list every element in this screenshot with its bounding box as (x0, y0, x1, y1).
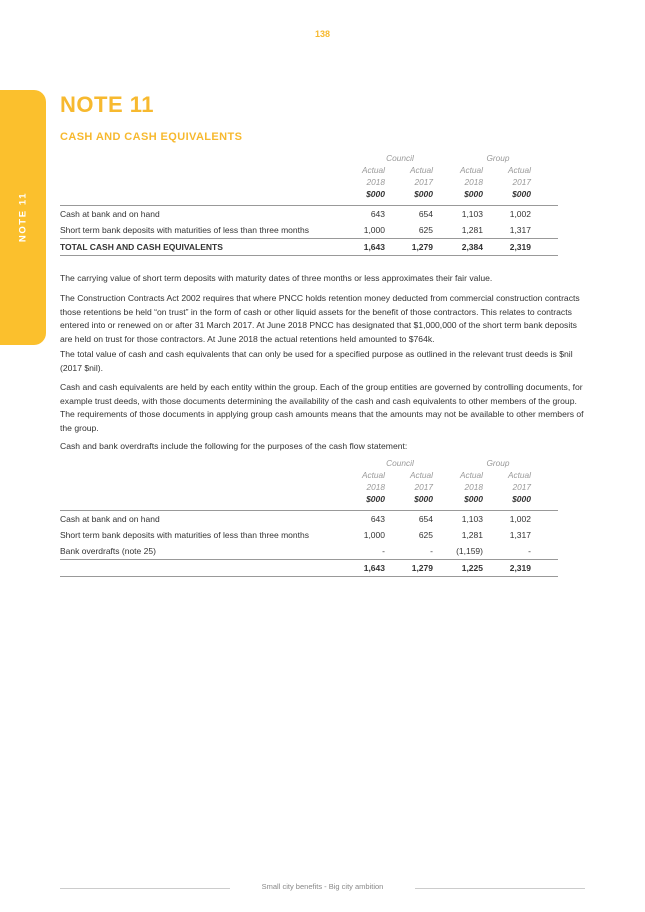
col-header-unit: $000 (464, 189, 483, 199)
col-header-actual: Actual (409, 165, 433, 175)
cell: - (430, 546, 433, 556)
footer-tagline: Small city benefits - Big city ambition (261, 882, 384, 891)
cash-table (60, 153, 585, 256)
col-header-year: 2017 (512, 177, 531, 187)
col-header-actual: Actual (459, 470, 483, 480)
cell: 643 (370, 514, 385, 524)
paragraph-fair-value: The carrying value of short term deposits with maturity dates of three months or less approximates their fair value. (60, 273, 493, 283)
table-row (60, 527, 585, 543)
cell: 1,000 (363, 530, 385, 540)
total-row (60, 239, 585, 255)
cell: 1,281 (461, 225, 483, 235)
section-subtitle: CASH AND CASH EQUIVALENTS (60, 131, 243, 143)
total-cell: 2,384 (461, 242, 483, 252)
col-header-unit: $000 (512, 494, 531, 504)
row-label: Short term bank deposits with maturities of less than three months (60, 225, 309, 235)
col-header-year: 2017 (512, 482, 531, 492)
total-row (60, 560, 585, 576)
total-cell: 1,643 (363, 563, 385, 573)
col-header-actual: Actual (507, 470, 531, 480)
col-header-year: 2018 (366, 482, 385, 492)
cell: 1,002 (509, 514, 531, 524)
row-label: Short term bank deposits with maturities of less than three months (60, 530, 309, 540)
note-title: NOTE 11 (60, 92, 154, 117)
total-cell: 2,319 (509, 242, 531, 252)
col-header-unit: $000 (366, 494, 385, 504)
row-label: Cash at bank and on hand (60, 209, 160, 219)
cell: 1,002 (509, 209, 531, 219)
cell: 625 (418, 225, 433, 235)
cell: 1,317 (509, 225, 531, 235)
col-header-unit: $000 (366, 189, 385, 199)
col-header-year: 2018 (464, 482, 483, 492)
group-council-header: Council (386, 153, 414, 163)
row-label: Cash at bank and on hand (60, 514, 160, 524)
cell: 1,103 (461, 514, 483, 524)
col-header-year: 2017 (414, 482, 433, 492)
cell: 654 (418, 209, 433, 219)
col-header-unit: $000 (414, 494, 433, 504)
total-label: TOTAL CASH AND CASH EQUIVALENTS (60, 242, 223, 252)
total-cell: 1,225 (461, 563, 483, 573)
cell: 654 (418, 514, 433, 524)
paragraph-group-entities: Cash and cash equivalents are held by each entity within the group. Each of the group entities are governed by controlling documents, for example trust deeds, with those documents determining the availability of the cash and cash equivalents to other members of the group. The requirements of those documents in applying group cash amounts means that the amounts may not be available to other members of the group. (60, 382, 584, 433)
col-header-year: 2018 (366, 177, 385, 187)
cell: 643 (370, 209, 385, 219)
table-row (60, 222, 585, 238)
cell: 1,103 (461, 209, 483, 219)
group-group-header: Group (486, 153, 510, 163)
cell: 625 (418, 530, 433, 540)
paragraph-trust-deeds: The total value of cash and cash equivalents that can only be used for a specified purpose as outlined in the relevant trust deeds is $nil (2017 $nil). (60, 349, 573, 373)
total-cell: 1,643 (363, 242, 385, 252)
col-header-unit: $000 (512, 189, 531, 199)
table-row (60, 511, 585, 527)
col-header-year: 2017 (414, 177, 433, 187)
cell: 1,000 (363, 225, 385, 235)
paragraph-retentions: The Construction Contracts Act 2002 requires that where PNCC holds retention money deducted from commercial construction contracts those retentions be held “on trust” in the form of cash or other liquid assets for the benefit of those contractors. This relates to contracts entered into or renewed on or after 31 March 2017. At June 2018 PNCC has designated that $1,000,000 of the short term bank deposits are held on trust for those contractors. At June 2018 the actual retentions held amounted to $764k. (60, 293, 580, 344)
col-header-actual: Actual (507, 165, 531, 175)
group-group-header: Group (486, 458, 510, 468)
cell: (1,159) (456, 546, 483, 556)
cell: - (528, 546, 531, 556)
page-number: 138 (314, 29, 331, 39)
col-header-actual: Actual (361, 470, 385, 480)
col-header-unit: $000 (464, 494, 483, 504)
group-council-header: Council (386, 458, 414, 468)
col-header-actual: Actual (409, 470, 433, 480)
col-header-year: 2018 (464, 177, 483, 187)
table-row (60, 543, 585, 559)
col-header-unit: $000 (414, 189, 433, 199)
col-header-actual: Actual (459, 165, 483, 175)
paragraph-overdrafts-intro: Cash and bank overdrafts include the following for the purposes of the cash flow statement: (60, 441, 408, 451)
cell: 1,317 (509, 530, 531, 540)
table-row (60, 206, 585, 222)
cash-flow-table (60, 458, 585, 577)
total-cell: 1,279 (411, 242, 433, 252)
col-header-actual: Actual (361, 165, 385, 175)
cell: - (382, 546, 385, 556)
total-cell: 2,319 (509, 563, 531, 573)
row-label: Bank overdrafts (note 25) (60, 546, 156, 556)
total-cell: 1,279 (411, 563, 433, 573)
side-tab-label: NOTE 11 (17, 191, 29, 243)
cell: 1,281 (461, 530, 483, 540)
